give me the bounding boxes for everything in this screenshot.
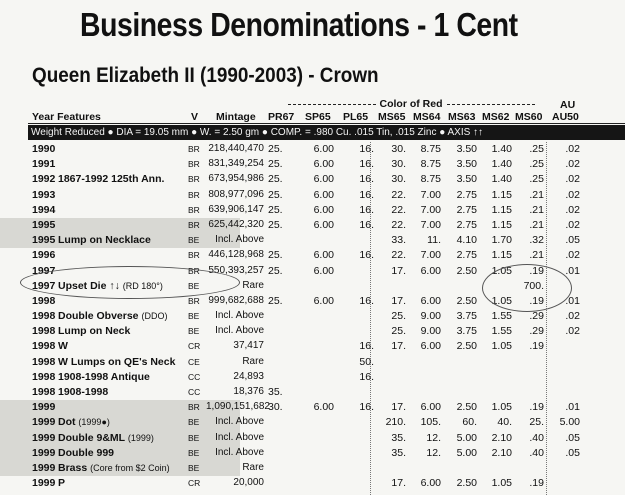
row-price-pr67: 25.: [268, 218, 283, 231]
row-year: 1999: [32, 401, 56, 414]
row-price-ms62: 2.10: [491, 431, 512, 444]
row-price-ms64: 9.00: [420, 310, 441, 323]
row-price-pl65: 16.: [359, 203, 374, 216]
row-price-pr67: 25.: [268, 203, 283, 216]
row-price-ms64: 7.00: [420, 249, 441, 262]
row-price-ms64: 8.75: [420, 158, 441, 171]
row-year: 1998: [32, 325, 56, 338]
row-price-pr67: 35.: [268, 386, 283, 398]
row-feature: [58, 416, 193, 428]
row-price-ms62: 1.05: [491, 477, 512, 490]
header-ms64: MS64: [413, 111, 441, 123]
row-price-ms64: 6.00: [420, 294, 441, 307]
row-price-ms65: 35.: [391, 446, 406, 459]
row-year: 1999: [32, 477, 56, 490]
page-title: Business Denominations - 1 Cent: [80, 6, 518, 43]
row-price-sp65: 6.00: [313, 264, 334, 277]
table-row: [0, 188, 625, 203]
row-feature-note: (Core from $2 Coin): [90, 462, 170, 473]
row-variety: BR: [188, 295, 200, 306]
row-price-pr67: 25.: [268, 143, 283, 155]
row-price-ms62: 1.15: [491, 249, 512, 262]
table-row: [0, 461, 625, 476]
row-price-au50: .05: [565, 234, 580, 247]
row-price-ms64: 11.: [427, 234, 441, 247]
row-mintage: Rare: [242, 279, 264, 291]
row-price-ms62: 1.55: [491, 310, 512, 323]
row-price-ms60: .21: [529, 188, 544, 201]
row-price-ms63: 2.75: [456, 249, 477, 262]
row-price-ms60: .32: [529, 234, 544, 247]
row-variety: BR: [188, 144, 200, 154]
row-price-ms65: 22.: [391, 203, 406, 216]
table-row: [0, 476, 625, 491]
table-row: [0, 218, 625, 233]
header-mintage: Mintage: [216, 111, 256, 123]
table-row: [0, 233, 625, 248]
row-price-ms65: 22.: [391, 188, 406, 201]
row-price-ms60: .40: [529, 446, 544, 459]
row-feature-text: Double 9&ML: [58, 431, 125, 444]
row-price-pl65: 16.: [359, 218, 374, 231]
row-mintage: 1,090,151,682: [206, 401, 270, 413]
row-year: 1992: [32, 173, 56, 186]
row-feature: [58, 173, 193, 185]
row-mintage: Rare: [242, 355, 264, 367]
row-feature-text: 1908-1998 Antique: [58, 370, 150, 383]
row-year: 1998: [32, 355, 56, 368]
row-price-au50: .01: [565, 264, 580, 277]
row-price-pr67: 25.: [268, 249, 283, 262]
row-feature-text: Double Obverse: [58, 310, 139, 323]
row-price-ms63: 3.75: [456, 310, 477, 323]
row-year: 1998: [32, 386, 56, 398]
section-subtitle: Queen Elizabeth II (1990-2003) - Crown: [32, 64, 379, 87]
header-pr67: PR67: [268, 111, 295, 123]
row-price-au50: 5.00: [559, 416, 580, 429]
row-price-ms62: 1.15: [491, 203, 512, 216]
row-price-ms62: 1.70: [491, 234, 512, 247]
row-variety: BE: [188, 235, 200, 246]
row-price-ms65: 17.: [391, 477, 406, 490]
row-year: 1999: [32, 461, 56, 474]
row-price-pl65: 16.: [359, 370, 374, 383]
row-price-au50: .02: [565, 158, 580, 171]
row-price-ms60: .29: [529, 325, 544, 338]
row-price-ms64: 6.00: [420, 401, 441, 414]
row-mintage: 625,442,320: [208, 218, 264, 230]
table-row: [0, 203, 625, 218]
row-price-ms62: 1.05: [491, 401, 512, 414]
row-price-ms62: 1.40: [491, 173, 512, 186]
row-price-ms65: 210.: [385, 416, 406, 429]
row-price-ms65: 17.: [391, 401, 406, 414]
row-price-au50: .01: [565, 401, 580, 414]
row-price-pr67: 30.: [268, 401, 283, 414]
row-price-ms64: 8.75: [420, 173, 441, 186]
row-year: 1999: [32, 431, 56, 444]
table-row: [0, 157, 625, 172]
price-table: [0, 142, 625, 491]
row-price-pl65: 16.: [359, 158, 374, 171]
row-price-sp65: 6.00: [313, 203, 334, 216]
table-row: [0, 446, 625, 461]
row-variety: BR: [188, 402, 200, 413]
row-variety: BR: [188, 159, 200, 170]
row-price-ms60: .19: [529, 264, 544, 277]
row-price-sp65: 6.00: [313, 249, 334, 262]
row-variety: BR: [188, 219, 200, 230]
row-price-ms63: 2.50: [456, 340, 477, 353]
row-mintage: 24,893: [233, 370, 264, 382]
row-year: 1998: [32, 340, 56, 353]
row-price-ms65: 25.: [391, 325, 406, 338]
row-price-sp65: 6.00: [313, 294, 334, 307]
row-variety: BR: [188, 204, 200, 215]
row-price-au50: .02: [565, 249, 580, 262]
row-feature-text: Double 999: [58, 446, 115, 459]
row-mintage: 218,440,470: [208, 143, 264, 154]
row-price-pr67: 25.: [268, 188, 283, 201]
table-row: [0, 385, 625, 400]
table-row: [0, 339, 625, 354]
row-price-ms65: 17.: [391, 340, 406, 353]
row-price-ms63: 3.50: [456, 158, 477, 171]
row-year: 1999: [32, 416, 56, 429]
row-variety: CR: [188, 341, 201, 352]
row-price-au50: .02: [565, 143, 580, 155]
row-price-au50: .02: [565, 325, 580, 338]
table-row: [0, 324, 625, 339]
row-price-sp65: 6.00: [313, 158, 334, 171]
specs-band: Weight Reduced ● DIA = 19.05 mm ● W. = 2.50 gm ● COMP. = .980 Cu. .015 Tin, .015 Zinc ● AXIS ↑↑: [28, 125, 625, 140]
row-price-ms65: 22.: [391, 249, 406, 262]
row-price-ms62: 1.05: [491, 294, 512, 307]
table-row: [0, 142, 625, 157]
row-price-au50: .02: [565, 188, 580, 201]
row-price-pl65: 16.: [359, 401, 374, 414]
row-price-sp65: 6.00: [313, 143, 334, 155]
row-price-ms64: 12.: [426, 446, 441, 459]
row-feature-text: Dot: [58, 416, 76, 429]
row-variety: BE: [188, 432, 200, 443]
row-price-ms63: 3.75: [456, 325, 477, 338]
row-price-ms60: 700.: [523, 279, 544, 292]
row-variety: BE: [188, 311, 200, 322]
row-feature-text: 1867-1992 125th Ann.: [58, 173, 165, 186]
table-row: [0, 415, 625, 430]
row-price-au50: .02: [565, 173, 580, 186]
table-row: [0, 431, 625, 446]
color-group-text: Color of Red: [379, 98, 443, 110]
row-price-pl65: 16.: [359, 294, 374, 307]
row-price-pr67: 25.: [268, 264, 283, 277]
row-price-ms62: 1.05: [491, 340, 512, 353]
row-mintage: 808,977,096: [208, 188, 264, 200]
row-variety: BE: [188, 462, 200, 473]
row-mintage: Incl. Above: [215, 325, 264, 337]
row-price-ms65: 17.: [391, 264, 406, 277]
row-year: 1998: [32, 294, 56, 307]
row-feature: [58, 477, 193, 489]
row-price-ms60: .21: [529, 218, 544, 231]
row-price-ms60: .19: [529, 340, 544, 353]
row-price-ms62: 1.05: [491, 264, 512, 277]
row-mintage: Incl. Above: [215, 310, 264, 322]
row-price-ms62: 1.15: [491, 188, 512, 201]
row-mintage: Incl. Above: [215, 446, 264, 458]
header-sp65: SP65: [305, 111, 331, 123]
row-price-ms64: 7.00: [420, 203, 441, 216]
row-price-au50: .01: [565, 294, 580, 307]
row-price-ms65: 22.: [391, 218, 406, 231]
row-mintage: 20,000: [233, 477, 264, 489]
row-price-ms65: 17.: [391, 294, 406, 307]
row-variety: BR: [188, 250, 200, 261]
row-variety: BR: [188, 189, 200, 200]
row-price-ms64: 12.: [426, 431, 441, 444]
row-price-ms62: 1.40: [491, 143, 512, 155]
row-mintage: 550,393,257: [208, 264, 264, 276]
row-feature-text: W Lumps on QE's Neck: [58, 355, 176, 368]
row-mintage: 999,682,688: [208, 294, 264, 306]
header-pl65: PL65: [343, 111, 369, 123]
row-variety: BE: [188, 447, 200, 458]
row-feature-text: Lump on Neck: [58, 325, 131, 338]
row-feature: [58, 447, 193, 459]
row-mintage: 673,954,986: [208, 173, 264, 185]
highlight-circle-right: [482, 264, 572, 312]
header-ms60: MS60: [515, 111, 543, 123]
row-variety: BR: [188, 174, 200, 185]
row-feature: [58, 340, 193, 352]
row-mintage: Incl. Above: [215, 431, 264, 443]
row-mintage: 446,128,968: [208, 249, 264, 261]
row-price-ms64: 8.75: [420, 143, 441, 155]
row-price-ms60: .25: [529, 173, 544, 186]
row-price-ms64: 7.00: [420, 188, 441, 201]
row-year: 1998: [32, 310, 56, 323]
row-mintage: 37,417: [233, 340, 264, 352]
row-feature-text: W: [58, 340, 68, 353]
row-price-ms63: 2.50: [456, 294, 477, 307]
row-feature-text: 1908-1998: [58, 386, 109, 398]
row-price-pl65: 50.: [359, 355, 374, 368]
row-feature-note: (RD 180°): [122, 280, 163, 291]
row-price-ms62: 40.: [497, 416, 512, 429]
row-price-pl65: 16.: [359, 249, 374, 262]
header-v: V: [191, 111, 199, 123]
row-variety: BE: [188, 417, 200, 428]
row-price-ms64: 6.00: [420, 264, 441, 277]
row-feature-note: (DDO): [141, 311, 168, 322]
highlight-circle-left: [20, 266, 240, 299]
row-variety: CR: [188, 478, 201, 489]
row-feature-text: P: [58, 477, 66, 490]
row-variety: CE: [188, 356, 200, 367]
row-price-ms62: 1.55: [491, 325, 512, 338]
row-price-ms60: 25.: [529, 416, 544, 429]
row-year: 1996: [32, 249, 56, 262]
header-au50: AU50: [552, 111, 579, 123]
row-price-ms65: 33.: [391, 234, 406, 247]
row-price-ms64: 6.00: [420, 477, 441, 490]
row-mintage: 831,349,254: [208, 158, 264, 170]
table-row: [0, 172, 625, 187]
row-feature: [58, 325, 193, 337]
table-row: [0, 355, 625, 370]
row-mintage: Incl. Above: [215, 416, 264, 428]
row-mintage: 639,906,147: [208, 203, 264, 215]
row-price-au50: .05: [565, 446, 580, 459]
row-feature-note: (1999): [127, 432, 154, 443]
header-year-features: Year Features: [32, 111, 101, 123]
row-price-pl65: 16.: [359, 173, 374, 186]
row-price-ms63: 60.: [462, 416, 477, 429]
row-price-sp65: 6.00: [313, 401, 334, 414]
row-year: 1990: [32, 143, 56, 155]
row-feature: [58, 371, 193, 383]
row-price-ms64: 9.00: [420, 325, 441, 338]
row-price-ms63: 2.50: [456, 401, 477, 414]
color-group-label: [272, 98, 550, 110]
row-price-au50: .02: [565, 310, 580, 323]
header-ms62: MS62: [482, 111, 510, 123]
row-variety: CC: [188, 371, 201, 382]
row-price-ms65: 30.: [391, 173, 406, 186]
table-row: [0, 400, 625, 415]
row-price-sp65: 6.00: [313, 173, 334, 186]
row-year: 1999: [32, 446, 56, 459]
row-price-ms63: 5.00: [456, 446, 477, 459]
row-feature: [58, 356, 193, 368]
header-rule: [28, 123, 625, 124]
row-price-ms60: .25: [529, 158, 544, 171]
row-year: 1995: [32, 218, 56, 231]
row-price-ms63: 2.75: [456, 188, 477, 201]
row-year: 1997: [32, 279, 56, 292]
row-price-ms60: .19: [529, 294, 544, 307]
row-year: 1997: [32, 264, 56, 277]
row-mintage: 18,376: [233, 386, 264, 397]
row-price-ms63: 3.50: [456, 143, 477, 155]
header-au-top: AU: [560, 99, 576, 111]
row-price-ms63: 2.50: [456, 264, 477, 277]
header-ms65: MS65: [378, 111, 406, 123]
row-variety: BR: [188, 265, 200, 276]
row-price-ms65: 35.: [391, 431, 406, 444]
row-price-ms60: .21: [529, 249, 544, 262]
row-feature-note: (1999●): [78, 417, 110, 428]
row-price-ms63: 5.00: [456, 431, 477, 444]
row-price-ms63: 2.75: [456, 203, 477, 216]
row-year: 1991: [32, 158, 56, 171]
row-price-pr67: 25.: [268, 173, 283, 186]
row-price-pl65: 16.: [359, 340, 374, 353]
row-price-ms64: 7.00: [420, 218, 441, 231]
row-price-ms60: .21: [529, 203, 544, 216]
header-ms63: MS63: [448, 111, 476, 123]
row-price-ms63: 3.50: [456, 173, 477, 186]
row-price-ms60: .40: [529, 431, 544, 444]
row-price-pr67: 25.: [268, 158, 283, 171]
row-price-ms65: 25.: [391, 310, 406, 323]
table-row: [0, 248, 625, 263]
table-row: [0, 370, 625, 385]
row-price-ms65: 30.: [391, 158, 406, 171]
row-mintage: Incl. Above: [215, 234, 264, 246]
row-feature: [58, 432, 193, 444]
row-price-ms64: 105.: [420, 416, 441, 429]
row-price-au50: .02: [565, 203, 580, 216]
row-year: 1993: [32, 188, 56, 201]
row-price-ms63: 2.50: [456, 477, 477, 490]
row-price-ms62: 1.40: [491, 158, 512, 171]
row-price-sp65: 6.00: [313, 218, 334, 231]
row-price-ms60: .25: [529, 143, 544, 155]
row-mintage: Rare: [242, 461, 264, 473]
row-price-ms60: .19: [529, 477, 544, 490]
row-price-pl65: 16.: [359, 188, 374, 201]
row-feature: [58, 462, 193, 474]
row-variety: BE: [188, 326, 200, 337]
row-year: 1995: [32, 234, 56, 247]
row-price-ms60: .29: [529, 310, 544, 323]
row-price-au50: .02: [565, 218, 580, 231]
row-price-sp65: 6.00: [313, 188, 334, 201]
row-year: 1998: [32, 370, 56, 383]
row-feature: [58, 234, 193, 246]
row-price-au50: .05: [565, 431, 580, 444]
row-variety: CC: [188, 387, 201, 397]
row-price-ms65: 30.: [391, 143, 406, 155]
row-feature-text: Upset Die ↑↓: [58, 279, 120, 292]
row-feature: [58, 386, 193, 398]
row-price-ms60: .19: [529, 401, 544, 414]
row-price-ms63: 4.10: [456, 234, 477, 247]
row-price-pl65: 16.: [359, 143, 374, 155]
row-feature-text: Brass: [58, 461, 88, 474]
row-price-ms62: 2.10: [491, 446, 512, 459]
row-feature-text: Lump on Necklace: [58, 234, 151, 247]
row-feature: [58, 310, 193, 322]
row-price-ms64: 6.00: [420, 340, 441, 353]
row-variety: BE: [188, 280, 200, 291]
row-price-ms63: 2.75: [456, 218, 477, 231]
row-price-pr67: 25.: [268, 294, 283, 307]
row-price-ms62: 1.15: [491, 218, 512, 231]
row-year: 1994: [32, 203, 56, 216]
